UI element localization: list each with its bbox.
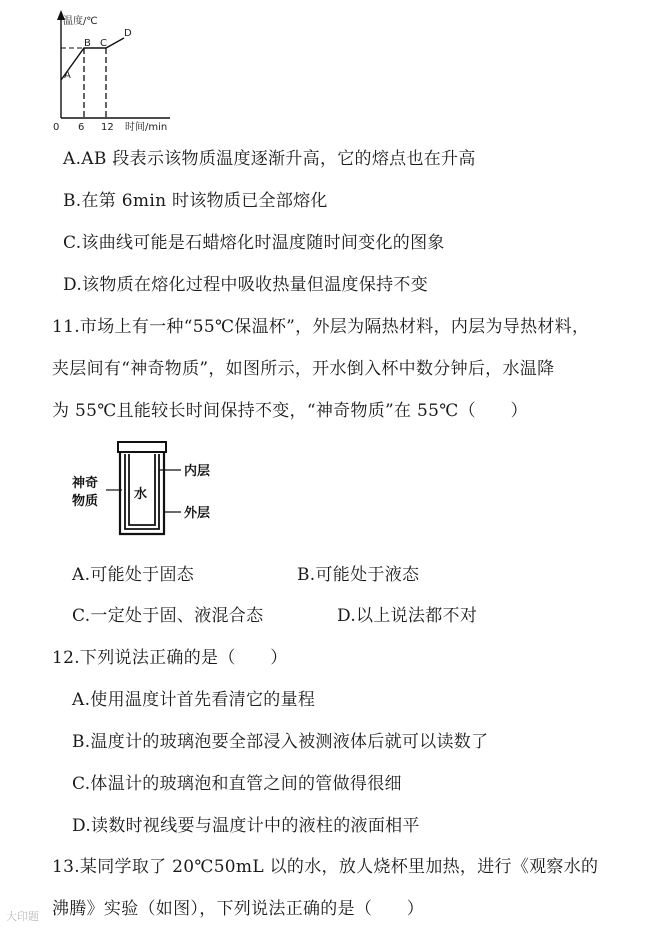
magic-substance-label-1: 神奇: [72, 476, 99, 491]
q13-stem-line-1: 13.某同学取了 20℃50mL 以的水，放人烧杯里加热，进行《观察水的: [52, 857, 599, 877]
q11-stem-line-2: 夹层间有“神奇物质”，如图所示，开水倒入杯中数分钟后，水温降: [52, 359, 555, 379]
q11-option-d: D.以上说法都不对: [337, 606, 478, 626]
insulated-cup-figure: [68, 440, 238, 540]
q10-option-a: A.AB 段表示该物质温度逐渐升高，它的熔点也在升高: [63, 149, 476, 169]
graph-tick-12: 12: [101, 122, 114, 133]
graph-xlabel: 时间/min: [125, 122, 168, 133]
q12-option-c: C.体温计的玻璃泡和直管之间的管做得很细: [72, 774, 402, 794]
outer-layer-label: 外层: [184, 506, 211, 521]
q11-stem-line-3: 为 55℃且能较长时间保持不变，“神奇物质”在 55℃（ ）: [52, 401, 528, 421]
q11-option-c: C.一定处于固、液混合态: [72, 606, 264, 626]
inner-layer-label: 内层: [184, 464, 211, 479]
water-label: 水: [134, 487, 148, 502]
q10-option-d: D.该物质在熔化过程中吸收热量但温度保持不变: [63, 275, 429, 295]
magic-substance-label-2: 物质: [72, 494, 99, 509]
graph-origin: 0: [53, 122, 60, 133]
graph-point-a: A: [64, 70, 71, 81]
q12-option-a: A.使用温度计首先看清它的量程: [72, 690, 316, 710]
q13-stem-line-2: 沸腾》实验（如图），下列说法正确的是（ ）: [52, 899, 425, 919]
watermark: 大印题: [6, 910, 39, 923]
graph-point-c: C: [100, 38, 107, 49]
q10-option-c: C.该曲线可能是石蜡熔化时温度随时间变化的图象: [63, 233, 445, 253]
graph-tick-6: 6: [78, 122, 85, 133]
q11-option-a: A.可能处于固态: [72, 565, 195, 585]
temperature-time-graph: [40, 8, 180, 133]
graph-point-b: B: [84, 38, 91, 49]
q10-option-b: B.在第 6min 时该物质已全部熔化: [63, 191, 328, 211]
q12-stem: 12.下列说法正确的是（ ）: [52, 648, 288, 668]
graph-ylabel: 温度/℃: [63, 16, 98, 27]
graph-point-d: D: [124, 28, 132, 39]
q12-option-b: B.温度计的玻璃泡要全部浸入被测液体后就可以读数了: [72, 732, 489, 752]
q11-stem-line-1: 11.市场上有一种“55℃保温杯”，外层为隔热材料，内层为导热材料，: [52, 317, 590, 337]
q12-option-d: D.读数时视线要与温度计中的液柱的液面相平: [72, 816, 420, 836]
q11-option-b: B.可能处于液态: [297, 565, 420, 585]
